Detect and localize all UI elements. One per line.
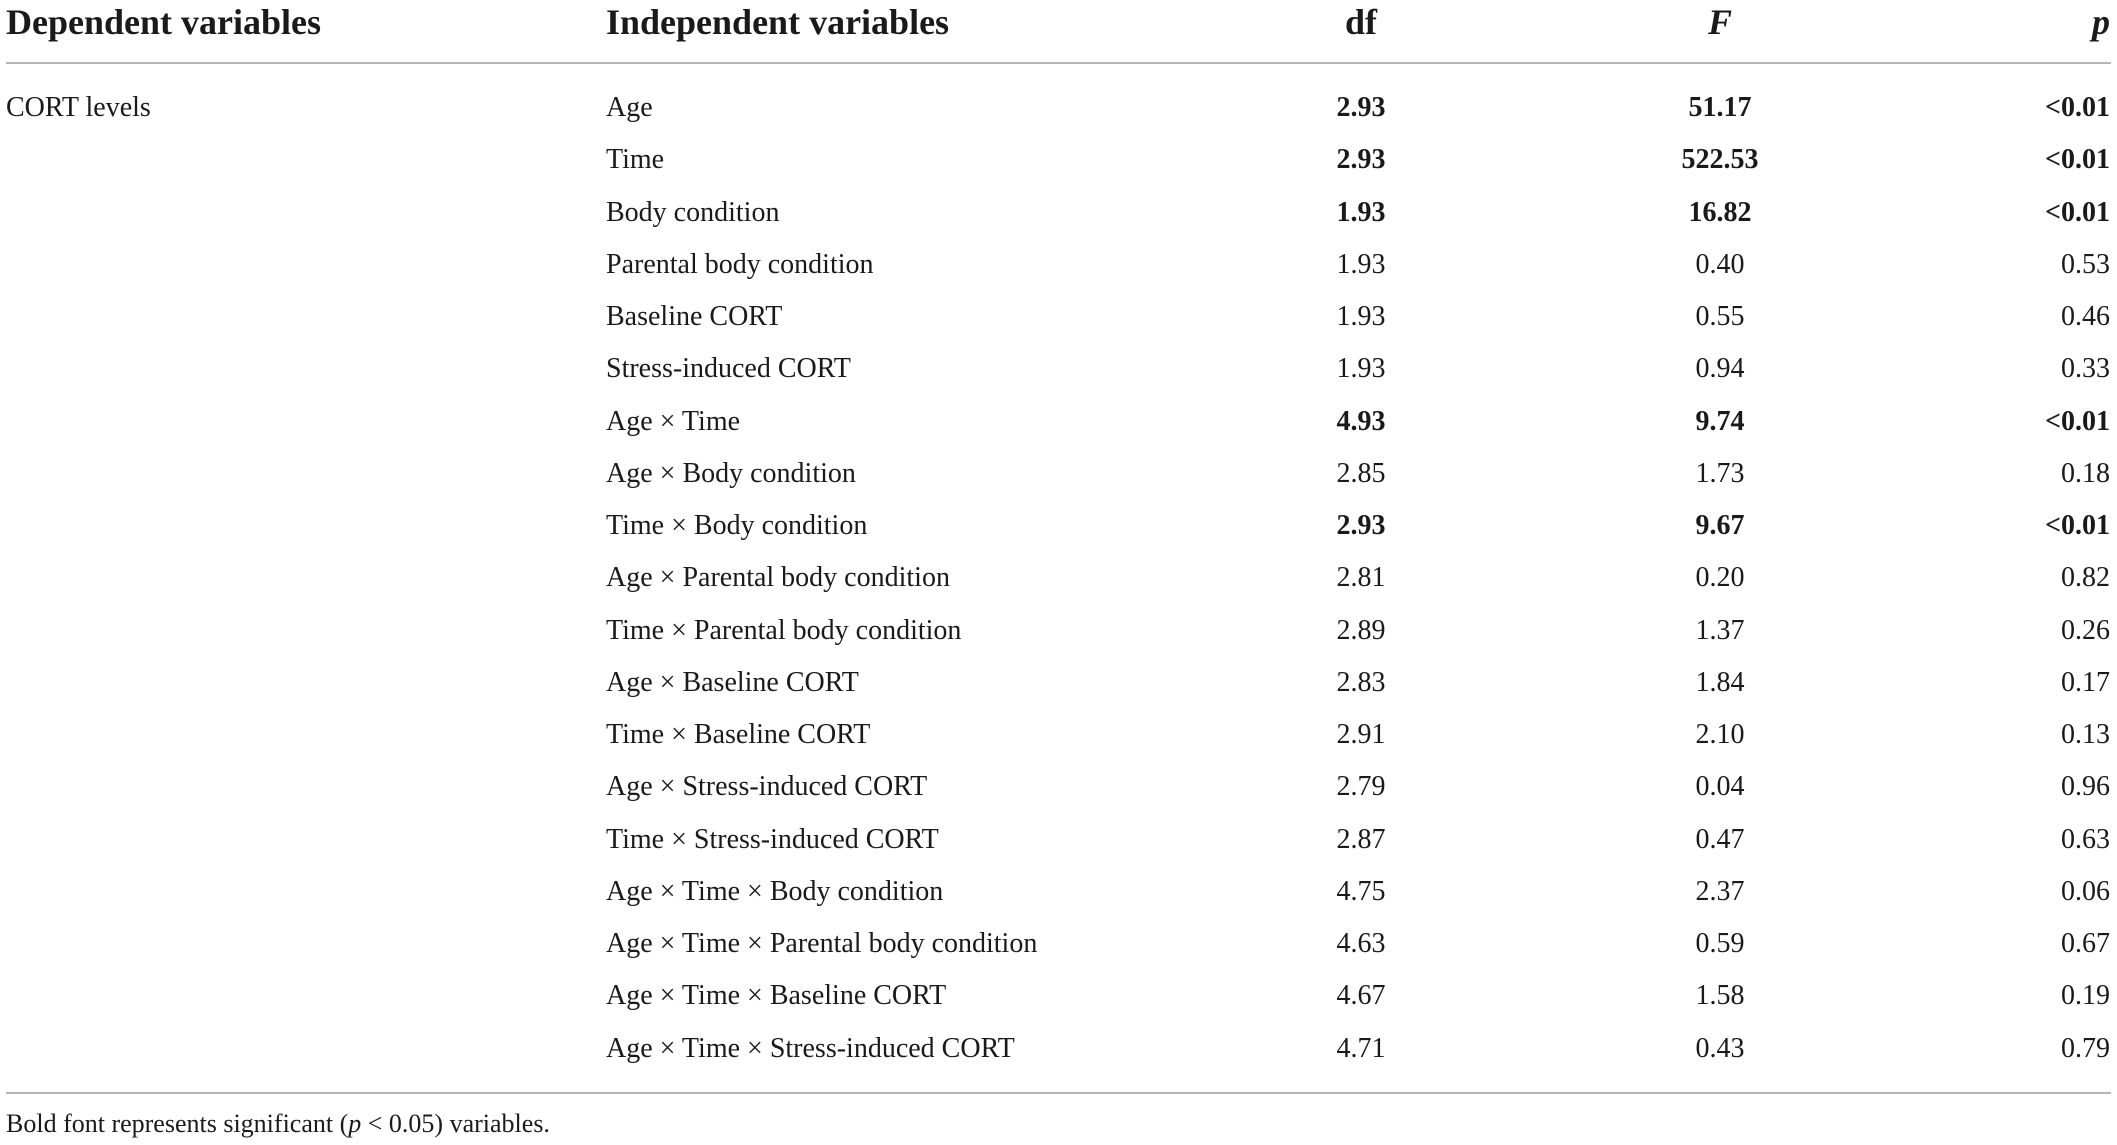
df-cell: 2.93 (1336, 92, 1386, 123)
p-cell: 0.67 (2061, 928, 2110, 959)
df-cell: 2.79 (1336, 771, 1386, 803)
f-cell: 0.40 (1695, 248, 1745, 280)
independent-variable-cell: Stress-induced CORT (606, 353, 851, 385)
table-row (0, 349, 2117, 401)
table-row (0, 715, 2117, 767)
table-row (0, 1029, 2117, 1081)
independent-variable-cell: Age × Time × Baseline CORT (606, 980, 947, 1012)
independent-variable-cell: Time × Body condition (606, 510, 868, 541)
f-cell: 51.17 (1688, 92, 1752, 123)
table-row (0, 820, 2117, 872)
p-cell: 0.82 (2061, 562, 2110, 594)
header-dependent-variables: Dependent variables (6, 2, 321, 42)
p-cell: 0.13 (2061, 719, 2110, 750)
table-row (0, 297, 2117, 349)
f-cell: 2.10 (1695, 719, 1745, 750)
f-cell: 16.82 (1688, 196, 1752, 228)
table-footnote (6, 1106, 550, 1142)
table-row (0, 506, 2117, 558)
f-cell: 0.59 (1695, 928, 1745, 959)
header-independent-variables: Independent variables (606, 2, 950, 42)
table-row (0, 193, 2117, 245)
table-row (0, 402, 2117, 454)
independent-variable-cell: Age × Time × Stress-induced CORT (606, 1032, 1015, 1064)
independent-variable-cell: Time × Baseline CORT (606, 719, 871, 750)
table-row (0, 611, 2117, 663)
df-cell: 4.71 (1336, 1032, 1386, 1064)
p-cell: 0.79 (2061, 1032, 2110, 1064)
table-row (0, 88, 2117, 140)
df-cell: 2.87 (1336, 823, 1386, 855)
df-cell: 1.93 (1336, 301, 1386, 332)
table-row (0, 767, 2117, 819)
independent-variable-cell: Age × Baseline CORT (606, 666, 859, 698)
f-cell: 0.04 (1695, 771, 1745, 803)
f-cell: 0.94 (1695, 353, 1745, 385)
df-cell: 4.75 (1336, 875, 1386, 907)
p-cell: 0.26 (2061, 614, 2110, 646)
independent-variable-cell: Age × Time × Parental body condition (606, 928, 1038, 959)
p-cell: <0.01 (2045, 196, 2110, 228)
df-cell: 2.89 (1336, 614, 1386, 646)
f-cell: 2.37 (1695, 875, 1745, 907)
df-cell: 1.93 (1336, 248, 1386, 280)
dependent-variable-label: CORT levels (6, 92, 151, 123)
footnote-text-before: Bold font represents significant ( (6, 1109, 349, 1138)
p-cell: 0.19 (2061, 980, 2110, 1012)
df-cell: 1.93 (1336, 353, 1386, 385)
independent-variable-cell: Age (606, 92, 653, 123)
independent-variable-cell: Parental body condition (606, 248, 874, 280)
p-cell: 0.96 (2061, 771, 2110, 803)
df-cell: 4.63 (1336, 928, 1386, 959)
p-cell: <0.01 (2045, 510, 2110, 541)
table-row (0, 558, 2117, 610)
independent-variable-cell: Time × Parental body condition (606, 614, 962, 646)
table-row (0, 976, 2117, 1028)
p-cell: 0.33 (2061, 353, 2110, 385)
header-p: p (2092, 2, 2110, 42)
independent-variable-cell: Body condition (606, 196, 780, 228)
independent-variable-cell: Age × Time × Body condition (606, 875, 944, 907)
df-cell: 1.93 (1336, 196, 1386, 228)
p-cell: <0.01 (2045, 92, 2110, 123)
f-cell: 9.67 (1695, 510, 1745, 541)
f-cell: 9.74 (1695, 405, 1745, 437)
f-cell: 1.58 (1695, 980, 1745, 1012)
df-cell: 2.91 (1336, 719, 1386, 750)
p-cell: 0.17 (2061, 666, 2110, 698)
p-cell: <0.01 (2045, 405, 2110, 437)
f-cell: 0.47 (1695, 823, 1745, 855)
df-cell: 2.93 (1336, 510, 1386, 541)
p-cell: 0.18 (2061, 457, 2110, 489)
p-cell: 0.63 (2061, 823, 2110, 855)
independent-variable-cell: Age × Time (606, 405, 741, 437)
footer-divider (6, 1092, 2111, 1094)
table-body (0, 88, 2117, 1081)
independent-variable-cell: Age × Stress-induced CORT (606, 771, 928, 803)
f-cell: 0.55 (1695, 301, 1745, 332)
p-cell: <0.01 (2045, 144, 2110, 176)
f-cell: 522.53 (1681, 144, 1759, 176)
table-row (0, 872, 2117, 924)
independent-variable-cell: Baseline CORT (606, 301, 783, 332)
table-row (0, 663, 2117, 715)
p-cell: 0.46 (2061, 301, 2110, 332)
independent-variable-cell: Time (606, 144, 665, 176)
header-f: F (1707, 2, 1732, 42)
footnote-text-after: < 0.05) variables. (361, 1109, 550, 1138)
header-divider (6, 62, 2111, 64)
independent-variable-cell: Time × Stress-induced CORT (606, 823, 939, 855)
df-cell: 2.93 (1336, 144, 1386, 176)
independent-variable-cell: Age × Parental body condition (606, 562, 950, 594)
f-cell: 0.43 (1695, 1032, 1745, 1064)
footnote-p-symbol: p (348, 1109, 362, 1138)
table-row (0, 454, 2117, 506)
df-cell: 2.81 (1336, 562, 1386, 594)
f-cell: 1.37 (1695, 614, 1745, 646)
p-cell: 0.06 (2061, 875, 2110, 907)
df-cell: 4.93 (1336, 405, 1386, 437)
table-row (0, 924, 2117, 976)
table-row (0, 140, 2117, 192)
f-cell: 1.73 (1695, 457, 1745, 489)
header-df: df (1344, 2, 1377, 42)
f-cell: 0.20 (1695, 562, 1745, 594)
f-cell: 1.84 (1695, 666, 1745, 698)
table-row (0, 245, 2117, 297)
independent-variable-cell: Age × Body condition (606, 457, 856, 489)
p-cell: 0.53 (2061, 248, 2110, 280)
df-cell: 2.85 (1336, 457, 1386, 489)
df-cell: 2.83 (1336, 666, 1386, 698)
df-cell: 4.67 (1336, 980, 1386, 1012)
